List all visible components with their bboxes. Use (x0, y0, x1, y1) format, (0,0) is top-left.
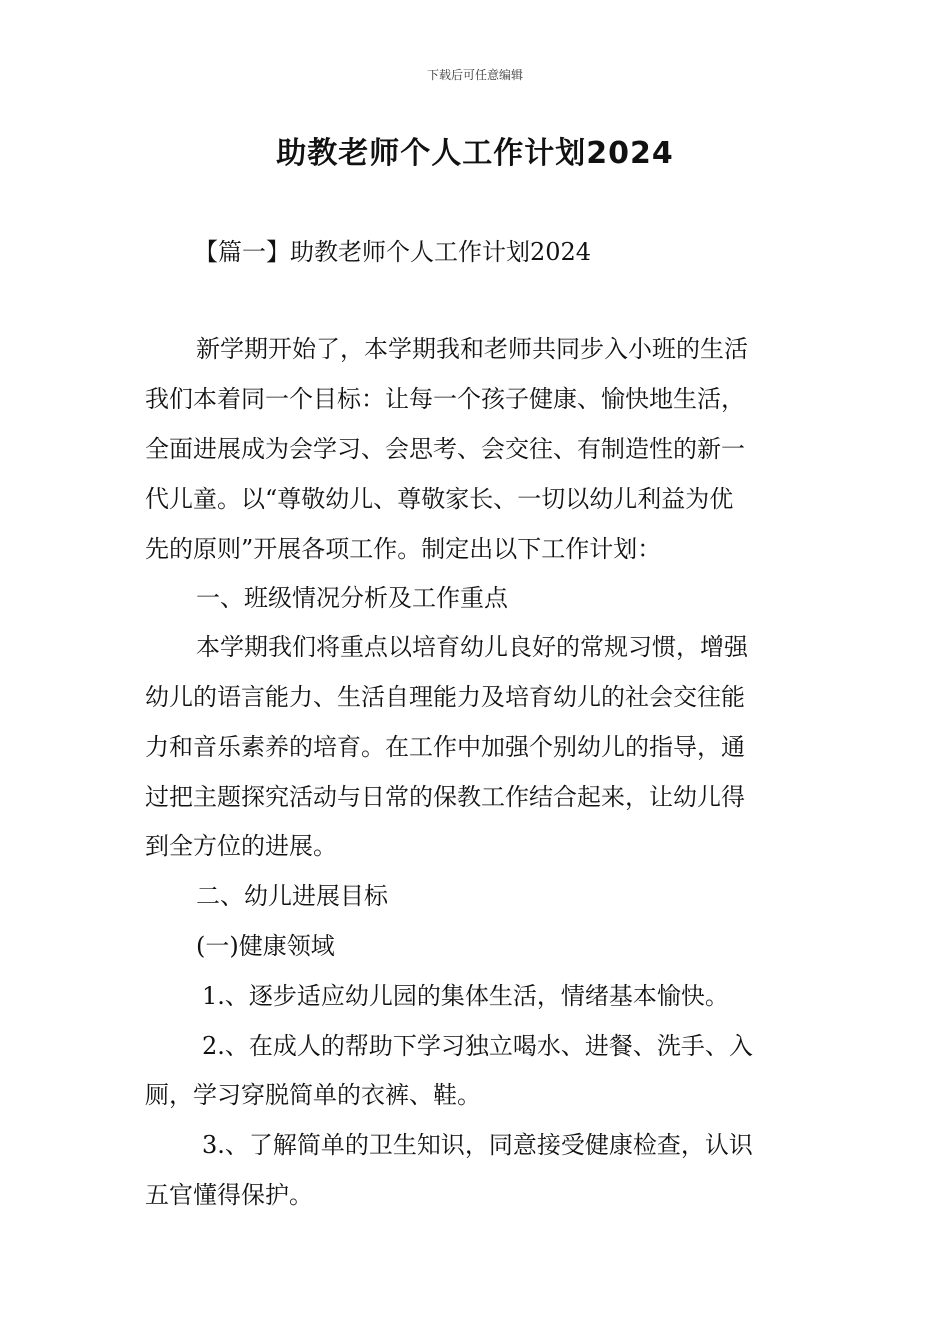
list-item: 1.、逐步适应幼儿园的集体生活，情绪基本愉快。 (202, 982, 729, 1010)
section-subheading: 一、班级情况分析及工作重点 (196, 584, 508, 612)
list-item-continuation: 厕，学习穿脱简单的衣裤、鞋。 (145, 1081, 481, 1109)
list-item-continuation: 五官懂得保护。 (145, 1181, 313, 1209)
paragraph-line: 幼儿的语言能力、生活自理能力及培育幼儿的社会交往能 (145, 683, 745, 711)
document-title: 助教老师个人工作计划2024 (276, 136, 674, 171)
header-note: 下载后可任意编辑 (426, 68, 523, 82)
section-heading: 【篇一】助教老师个人工作计划2024 (194, 238, 592, 266)
paragraph-line: 力和音乐素养的培育。在工作中加强个别幼儿的指导，通 (145, 733, 745, 761)
paragraph-line: 本学期我们将重点以培育幼儿良好的常规习惯，增强 (196, 633, 748, 661)
paragraph-line: 代儿童。以“尊敬幼儿、尊敬家长、一切以幼儿利益为优 (145, 485, 734, 513)
list-item: 3.、了解简单的卫生知识，同意接受健康检查，认识 (202, 1131, 753, 1159)
paragraph-line: 全面进展成为会学习、会思考、会交往、有制造性的新一 (145, 435, 745, 463)
paragraph-line: 过把主题探究活动与日常的保教工作结合起来，让幼儿得 (145, 783, 745, 811)
paragraph-line: 我们本着同一个目标：让每一个孩子健康、愉快地生活， (145, 385, 745, 413)
list-item: 2.、在成人的帮助下学习独立喝水、进餐、洗手、入 (202, 1032, 753, 1060)
section-subheading: (一)健康领域 (196, 932, 335, 960)
paragraph-line: 先的原则”开展各项工作。制定出以下工作计划： (145, 535, 662, 563)
paragraph-line: 新学期开始了，本学期我和老师共同步入小班的生活 (196, 335, 748, 363)
section-subheading: 二、幼儿进展目标 (196, 882, 388, 910)
paragraph-line: 到全方位的进展。 (145, 832, 337, 860)
